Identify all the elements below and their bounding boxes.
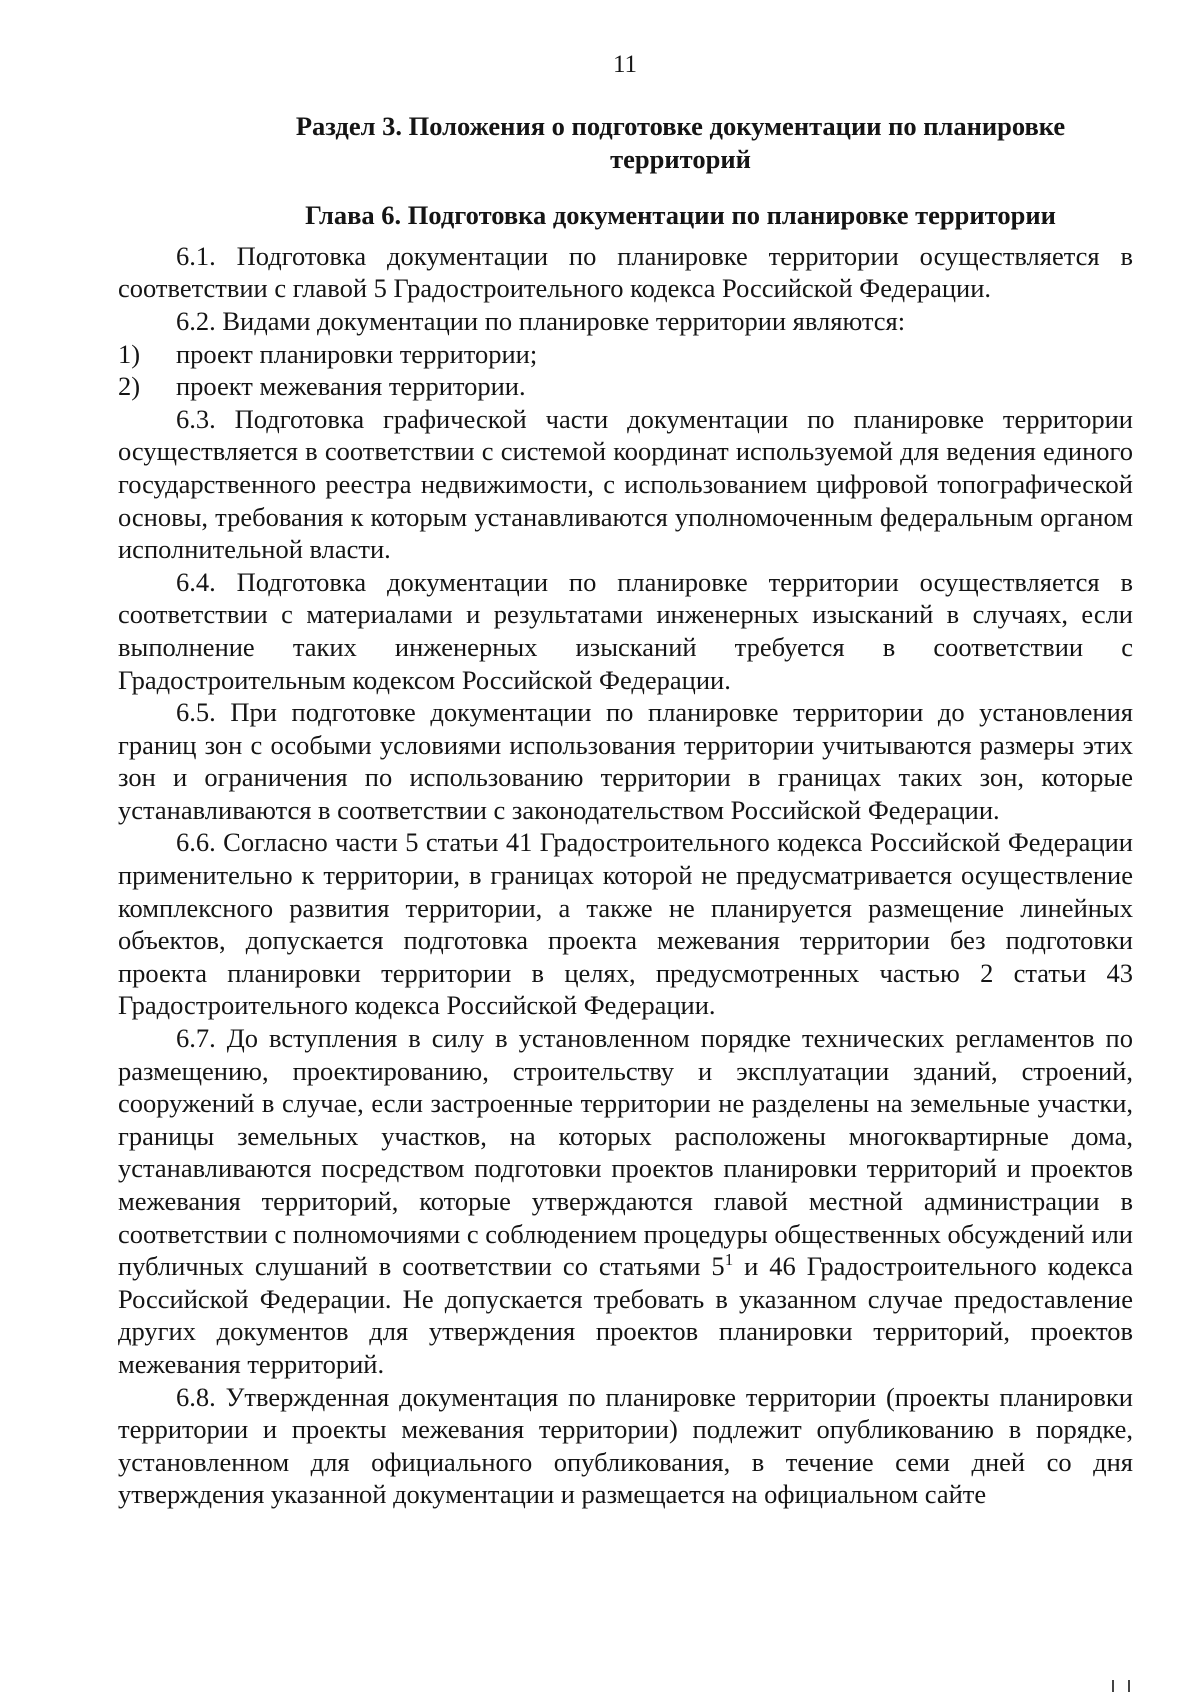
list-item-2 — [118, 370, 1133, 403]
list-item-2-number: 2) — [118, 371, 141, 402]
section-heading: Раздел 3. Положения о подготовке документации по планировке территорий — [295, 111, 1066, 174]
document-body — [118, 110, 1133, 1511]
paragraph-6-5: 6.5. При подготовке документации по планировке территории до установления границ зон с особыми условиями использования территории учитываются размеры этих зон и ограничения по использованию территории в границах таких зон, которые устанавливаются в соответствии с законодательством Российской Федерации. — [118, 697, 1133, 825]
paragraph-6-7 — [118, 1022, 1133, 1381]
paragraph-6-4: 6.4. Подготовка документации по планировке территории осуществляется в соответствии с материалами и результатами инженерных изысканий в случаях, если выполнение таких инженерных изысканий требуется в соответствии с Градостроительным кодексом Российской Федерации. — [118, 566, 1133, 695]
list-item-2-text: проект межевания территории. — [176, 371, 526, 402]
paragraph-6-7-part-1: 6.7. До вступления в силу в установленном порядке технических регламентов по размещению, проектированию, строительству и эксплуатации зданий, строений, сооружений в случае, если застроенные территории не разделены на земельные участки, границы земельных участков, на которых расположены многоквартирные дома, устанавливаются посредством подготовки проектов планировки территорий и проектов межевания территорий, которые утверждаются главой местной администрации в соответствии с полномочиями с соблюдением процедуры общественных обсуждений или публичных слушаний в соответствии со статьями 5 — [118, 1023, 1133, 1282]
list-item-1-number: 1) — [118, 338, 141, 369]
paragraph-6-6: 6.6. Согласно части 5 статьи 41 Градостроительного кодекса Российской Федерации применительно к территории, в границах которой не предусматривается осуществление комплексного развития территории, а также не планируется размещение линейных объектов, допускается подготовка проекта межевания территории без подготовки проекта планировки территории в целях, предусмотренных частью 2 статьи 43 Градостроительного кодекса Российской Федерации. — [118, 827, 1133, 1021]
list-item-1 — [118, 338, 1133, 371]
paragraph-6-2: 6.2. Видами документации по планировке территории являются: — [176, 305, 906, 336]
paragraph-6-1: 6.1. Подготовка документации по планировке территории осуществляется в соответствии с главой 5 Градостроительного кодекса Российской Федерации. — [118, 240, 1133, 304]
paragraph-6-7-part-2: и 46 Градостроительного кодекса Российской Федерации. Не допускается требовать в указанном случае предоставление других документов для утверждения проектов планировки территорий, проектов межевания территорий. — [118, 1251, 1134, 1379]
paragraph-6-8: 6.8. Утвержденная документация по планировке территории (проекты планировки территории и проекты межевания территории) подлежит опубликованию в порядке, установленном для официального опубликования, в течение семи дней со дня утверждения указанной документации и размещается на официальном сайте — [118, 1381, 1133, 1510]
paragraph-6-7-superscript: 1 — [724, 1250, 734, 1270]
page-number: 11 — [612, 51, 638, 78]
scan-mark — [1112, 1680, 1114, 1692]
list-item-1-text: проект планировки территории; — [176, 338, 538, 369]
paragraph-6-3: 6.3. Подготовка графической части документации по планировке территории осуществляется в соответствии с системой координат используемой для ведения единого государственного реестра недвижимости, с использованием цифровой топографической основы, требования к которым устанавливаются уполномоченным федеральным органом исполнительной власти. — [118, 403, 1133, 565]
scan-mark — [1128, 1680, 1130, 1692]
chapter-heading: Глава 6. Подготовка документации по планировке территории — [305, 200, 1056, 231]
